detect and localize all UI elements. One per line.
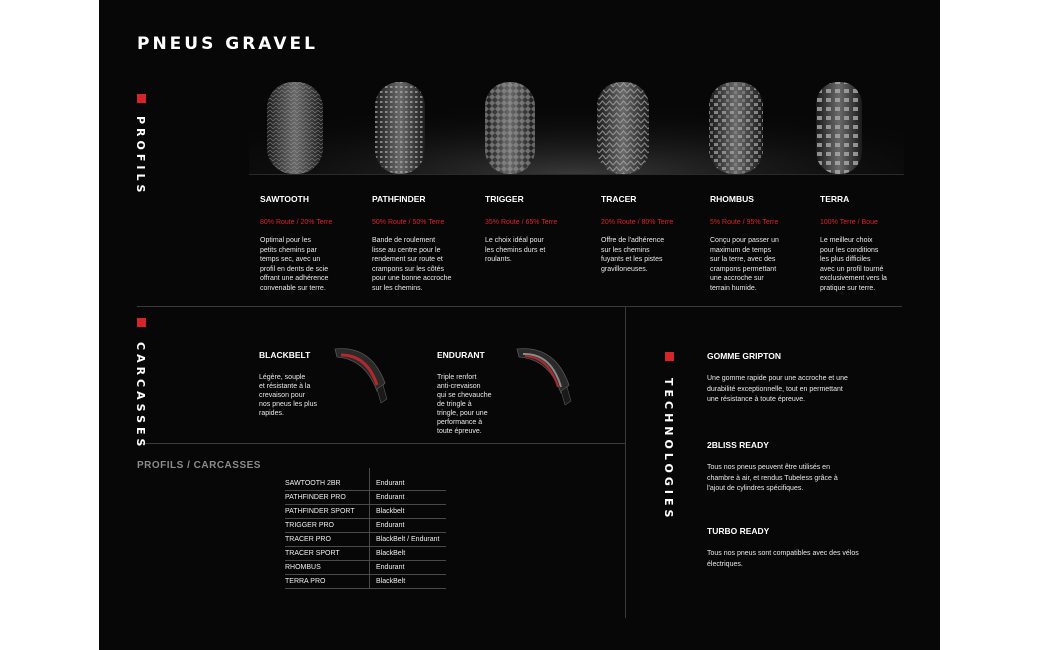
blackbelt-cross-section bbox=[331, 343, 391, 408]
divider-horizontal bbox=[137, 443, 625, 444]
divider-horizontal bbox=[137, 306, 902, 307]
tire-baseline bbox=[249, 174, 904, 175]
profile-carcass-table bbox=[285, 477, 446, 589]
carcass-name: BLACKBELT bbox=[259, 350, 311, 360]
section-marker bbox=[665, 352, 674, 361]
table-row: PATHFINDER SPORT Blackbelt bbox=[285, 505, 446, 519]
profile-description: Optimal pour les petits chemins par temps sec, avec un profil en dents de scie offrant une adhérence convenable sur terre. bbox=[260, 237, 329, 292]
table-divider bbox=[369, 468, 370, 477]
profile-name: TRACER bbox=[601, 194, 637, 204]
profile-description: Le meilleur choix pour les conditions les plus difficiles avec un profil tourné exclusivement vers la pratique sur terre. bbox=[820, 237, 887, 292]
profile-description: Bande de roulement lisse au centre pour le rendement sur route et crampons sur les côtés pour une bonne accroche sur les chemins. bbox=[372, 237, 452, 292]
section-label-profils: PROFILS bbox=[134, 116, 147, 197]
carcass-description: Légère, souple et résistante à la crevaison pour nos pneus les plus rapides. bbox=[259, 374, 317, 417]
profile-ratio: 80% Route / 20% Terre bbox=[260, 219, 333, 226]
section-label-carcasses: CARCASSES bbox=[134, 342, 147, 451]
tire-trigger bbox=[485, 82, 535, 174]
technology-name: GOMME GRIPTON bbox=[707, 351, 781, 361]
profile-tracer bbox=[601, 194, 701, 274]
carcass-name: ENDURANT bbox=[437, 350, 485, 360]
profile-name: TERRA bbox=[820, 194, 850, 204]
profile-description: Conçu pour passer un maximum de temps sur la terre, avec des crampons permettant une accroche sur terrain humide. bbox=[710, 237, 779, 292]
profile-pathfinder bbox=[372, 194, 472, 294]
tire-sawtooth bbox=[267, 82, 323, 174]
tire-profiles-illustration bbox=[249, 70, 904, 175]
technology-name: 2BLISS READY bbox=[707, 440, 769, 450]
catalog-page bbox=[99, 0, 940, 650]
section-marker bbox=[137, 94, 146, 103]
profile-sawtooth bbox=[260, 194, 360, 294]
technology-turbo bbox=[707, 526, 877, 570]
tire-rhombus bbox=[709, 82, 763, 174]
profile-name: TRIGGER bbox=[485, 194, 524, 204]
profile-description: Le choix idéal pour les chemins durs et roulants. bbox=[485, 237, 546, 264]
profile-ratio: 35% Route / 65% Terre bbox=[485, 219, 558, 226]
profile-ratio: 5% Route / 95% Terre bbox=[710, 219, 779, 226]
carcass-endurant bbox=[437, 350, 491, 436]
profile-terra bbox=[820, 194, 920, 294]
table-row: TERRA PRO BlackBelt bbox=[285, 575, 446, 589]
profile-ratio: 100% Terre / Boue bbox=[820, 219, 878, 226]
table-row: RHOMBUS Endurant bbox=[285, 561, 446, 575]
technology-name: TURBO READY bbox=[707, 526, 770, 536]
tire-pathfinder bbox=[375, 82, 425, 174]
profile-description: Offre de l'adhérence sur les chemins fuyants et les pistes gravilloneuses. bbox=[601, 237, 665, 273]
profile-ratio: 50% Route / 50% Terre bbox=[372, 219, 445, 226]
profile-trigger bbox=[485, 194, 585, 265]
section-marker bbox=[137, 318, 146, 327]
endurant-cross-section bbox=[513, 343, 575, 411]
technology-description: Une gomme rapide pour une accroche et une durabilité exceptionnelle, tout en permettant une résistance à toute épreuve. bbox=[707, 375, 848, 403]
technology-description: Tous nos pneus sont compatibles avec des vélos électriques. bbox=[707, 550, 859, 568]
carcass-description: Triple renfort anti-crevaison qui se chevauche de tringle à tringle, pour une performance à toute épreuve. bbox=[437, 374, 492, 435]
tire-tracer bbox=[597, 82, 649, 174]
profile-ratio: 20% Route / 80% Terre bbox=[601, 219, 674, 226]
divider-vertical bbox=[625, 306, 626, 618]
technology-gripton bbox=[707, 351, 877, 406]
table-title: PROFILS / CARCASSES bbox=[137, 460, 261, 471]
profile-rhombus bbox=[710, 194, 810, 294]
profile-name: PATHFINDER bbox=[372, 194, 426, 204]
table-row: SAWTOOTH 2BR Endurant bbox=[285, 477, 446, 491]
table-row: PATHFINDER PRO Endurant bbox=[285, 491, 446, 505]
tire-terra bbox=[816, 82, 862, 174]
technology-description: Tous nos pneus peuvent être utilisés en chambre à air, et rendus Tubeless grâce à l'ajout de cylindres spécifiques. bbox=[707, 464, 838, 492]
section-label-technologies: TECHNOLOGIES bbox=[662, 378, 675, 522]
page-title: PNEUS GRAVEL bbox=[137, 34, 318, 54]
profile-name: RHOMBUS bbox=[710, 194, 754, 204]
table-row: TRACER PRO BlackBelt / Endurant bbox=[285, 533, 446, 547]
carcass-blackbelt bbox=[259, 350, 317, 418]
technology-2bliss bbox=[707, 440, 877, 495]
table-row: TRIGGER PRO Endurant bbox=[285, 519, 446, 533]
profile-name: SAWTOOTH bbox=[260, 194, 309, 204]
table-row: TRACER SPORT BlackBelt bbox=[285, 547, 446, 561]
